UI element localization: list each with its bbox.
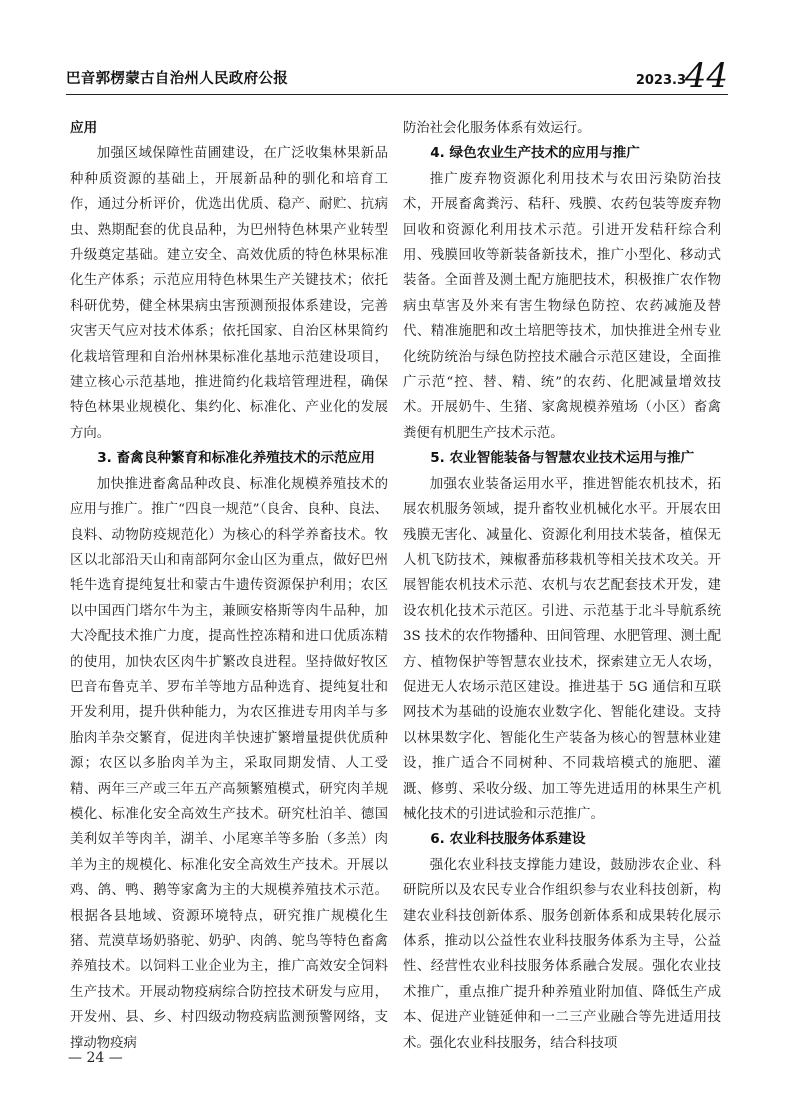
paragraph: 推广废弃物资源化利用技术与农田污染防治技术，开展畜禽粪污、秸秆、残膜、农药包装等废弃物回收和资源化利用技术示范。引进开发秸秆综合利用、残膜回收等新装备新技术，推广小型化、移动式装备。全面普及测土配方施肥技术，积极推广农作物病虫草害及外来有害生物绿色防控、农药减施及替代、精准施肥和改土培肥等技术，加快推进全州专业化统防统治与绿色防控技术融合示范区建设，全面推广示范“控、替、精、统”的农药、化肥减量增效技术。开展奶牛、生猪、家禽规模养殖场（小区）畜禽粪便有机肥生产技术示范。 bbox=[403, 171, 721, 441]
section-heading-3: 3. 畜禽良种繁育和标准化养殖技术的示范应用 bbox=[97, 450, 375, 467]
issue-number: 2023.3 bbox=[635, 73, 686, 88]
heading-continuation: 应用 bbox=[70, 120, 98, 136]
section-heading-5: 5. 农业智能装备与智慧农业技术运用与推广 bbox=[430, 450, 695, 467]
paragraph: 加强区域保障性苗圃建设，在广泛收集林果新品种种质资源的基础上，开展新品种的驯化和培育工作，通过分析评价，优选出优质、稳产、耐贮、抗病虫、熟期配套的优良品种，为巴州特色林果产业转型升级奠定基础。建立安全、高效优质的特色林果标准化生产体系；示范应用特色林果生产关键技术；依托科研优势，健全林果病虫害预测预报体系建设，完善灾害天气应对技术体系；依托国家、自治区林果简约化栽培管理和自治州林果标准化基地示范建设项目，建立核心示范基地，推进简约化栽培管理进程，确保特色林果业规模化、集约化、标准化、产业化的发展方向。 bbox=[70, 146, 388, 441]
left-column bbox=[70, 116, 388, 1056]
section-heading-6: 6. 农业科技服务体系建设 bbox=[430, 831, 586, 848]
right-column bbox=[403, 116, 721, 1056]
footer-page-number: — 24 — bbox=[68, 1050, 123, 1066]
paragraph: 加强农业装备运用水平，推进智能农机技术，拓展农机服务领域，提升畜牧业机械化水平。开展农田残膜无害化、减量化、资源化利用技术装备，植保无人机飞防技术，辣椒番茄移栽机等相关技术攻关。开展智能农机技术示范、农机与农艺配套技术开发，建设农机化技术示范区。引进、示范基于北斗导航系统 3S 技术的农作物播种、田间管理、水肥管理、测土配方、植物保护等智慧农业技术，探索建立无人农场，促进无人农场示范区建设。推进基于 5G 通信和互联网技术为基础的设施农业数字化、智能化建设。支持以林果数字化、智能化生产装备为核心的智慧林业建设，推广适合不同树种、不同栽培模式的施肥、灌溉、修剪、采收分级、加工等先进适用的林果生产机械化技术的引进试验和示范推广。 bbox=[403, 476, 721, 822]
header-page-number: 44 bbox=[684, 56, 728, 96]
paragraph: 强化农业科技支撑能力建设，鼓励涉农企业、科研院所以及农民专业合作组织参与农业科技创新，构建农业科技创新体系、服务创新体系和成果转化展示体系，推动以公益性农业科技服务体系为主导，公益性、经营性农业科技服务体系融合发展。强化农业技术推广，重点推广提升种养殖业附加值、降低生产成本、促进产业链延伸和一二三产业融合等先进适用技术。强化农业科技服务，结合科技项 bbox=[403, 857, 721, 1051]
paragraph-continuation: 防治社会化服务体系有效运行。 bbox=[403, 121, 591, 136]
publication-title: 巴音郭楞蒙古自治州人民政府公报 bbox=[66, 71, 288, 87]
page-header bbox=[66, 50, 728, 95]
section-heading-4: 4. 绿色农业生产技术的应用与推广 bbox=[430, 145, 640, 162]
paragraph: 加快推进畜禽品种改良、标准化规模养殖技术的应用与推广。推广“四良一规范”（良舍、良种、良法、良料、动物防疫规范化）为核心的科学养畜技术。牧区以北部沿天山和南部阿尔金山区为重点，做好巴州牦牛选育提纯复壮和蒙古牛遗传资源保护利用；农区以中国西门塔尔牛为主，兼顾安格斯等肉牛品种，加大冷配技术推广力度，提高性控冻精和进口优质冻精的使用，加快农区肉牛扩繁改良进程。坚持做好牧区巴音布鲁克羊、罗布羊等地方品种选育、提纯复壮和开发利用，提升供种能力，为农区推进专用肉羊与多胎肉羊杂交繁育，促进肉羊快速扩繁增量提供优质种源；农区以多胎肉羊为主，采取同期发情、人工受精、两年三产或三年五产高频繁殖模式，研究肉羊规模化、标准化安全高效生产技术。研究杜泊羊、德国美利奴羊等肉羊，湖羊、小尾寒羊等多胎（多羔）肉羊为主的规模化、标准化安全高效生产技术。开展以鸡、鸽、鸭、鹅等家禽为主的大规模养殖技术示范。根据各县地域、资源环境特点，研究推广规模化生猪、荒漠草场奶骆驼、奶驴、肉鸽、鸵鸟等特色畜禽养殖技术。以饲料工业企业为主，推广高效安全饲料生产技术。开展动物疫病综合防控技术研发与应用，开发州、县、乡、村四级动物疫病监测预警网络，支撑动物疫病 bbox=[70, 476, 388, 1051]
